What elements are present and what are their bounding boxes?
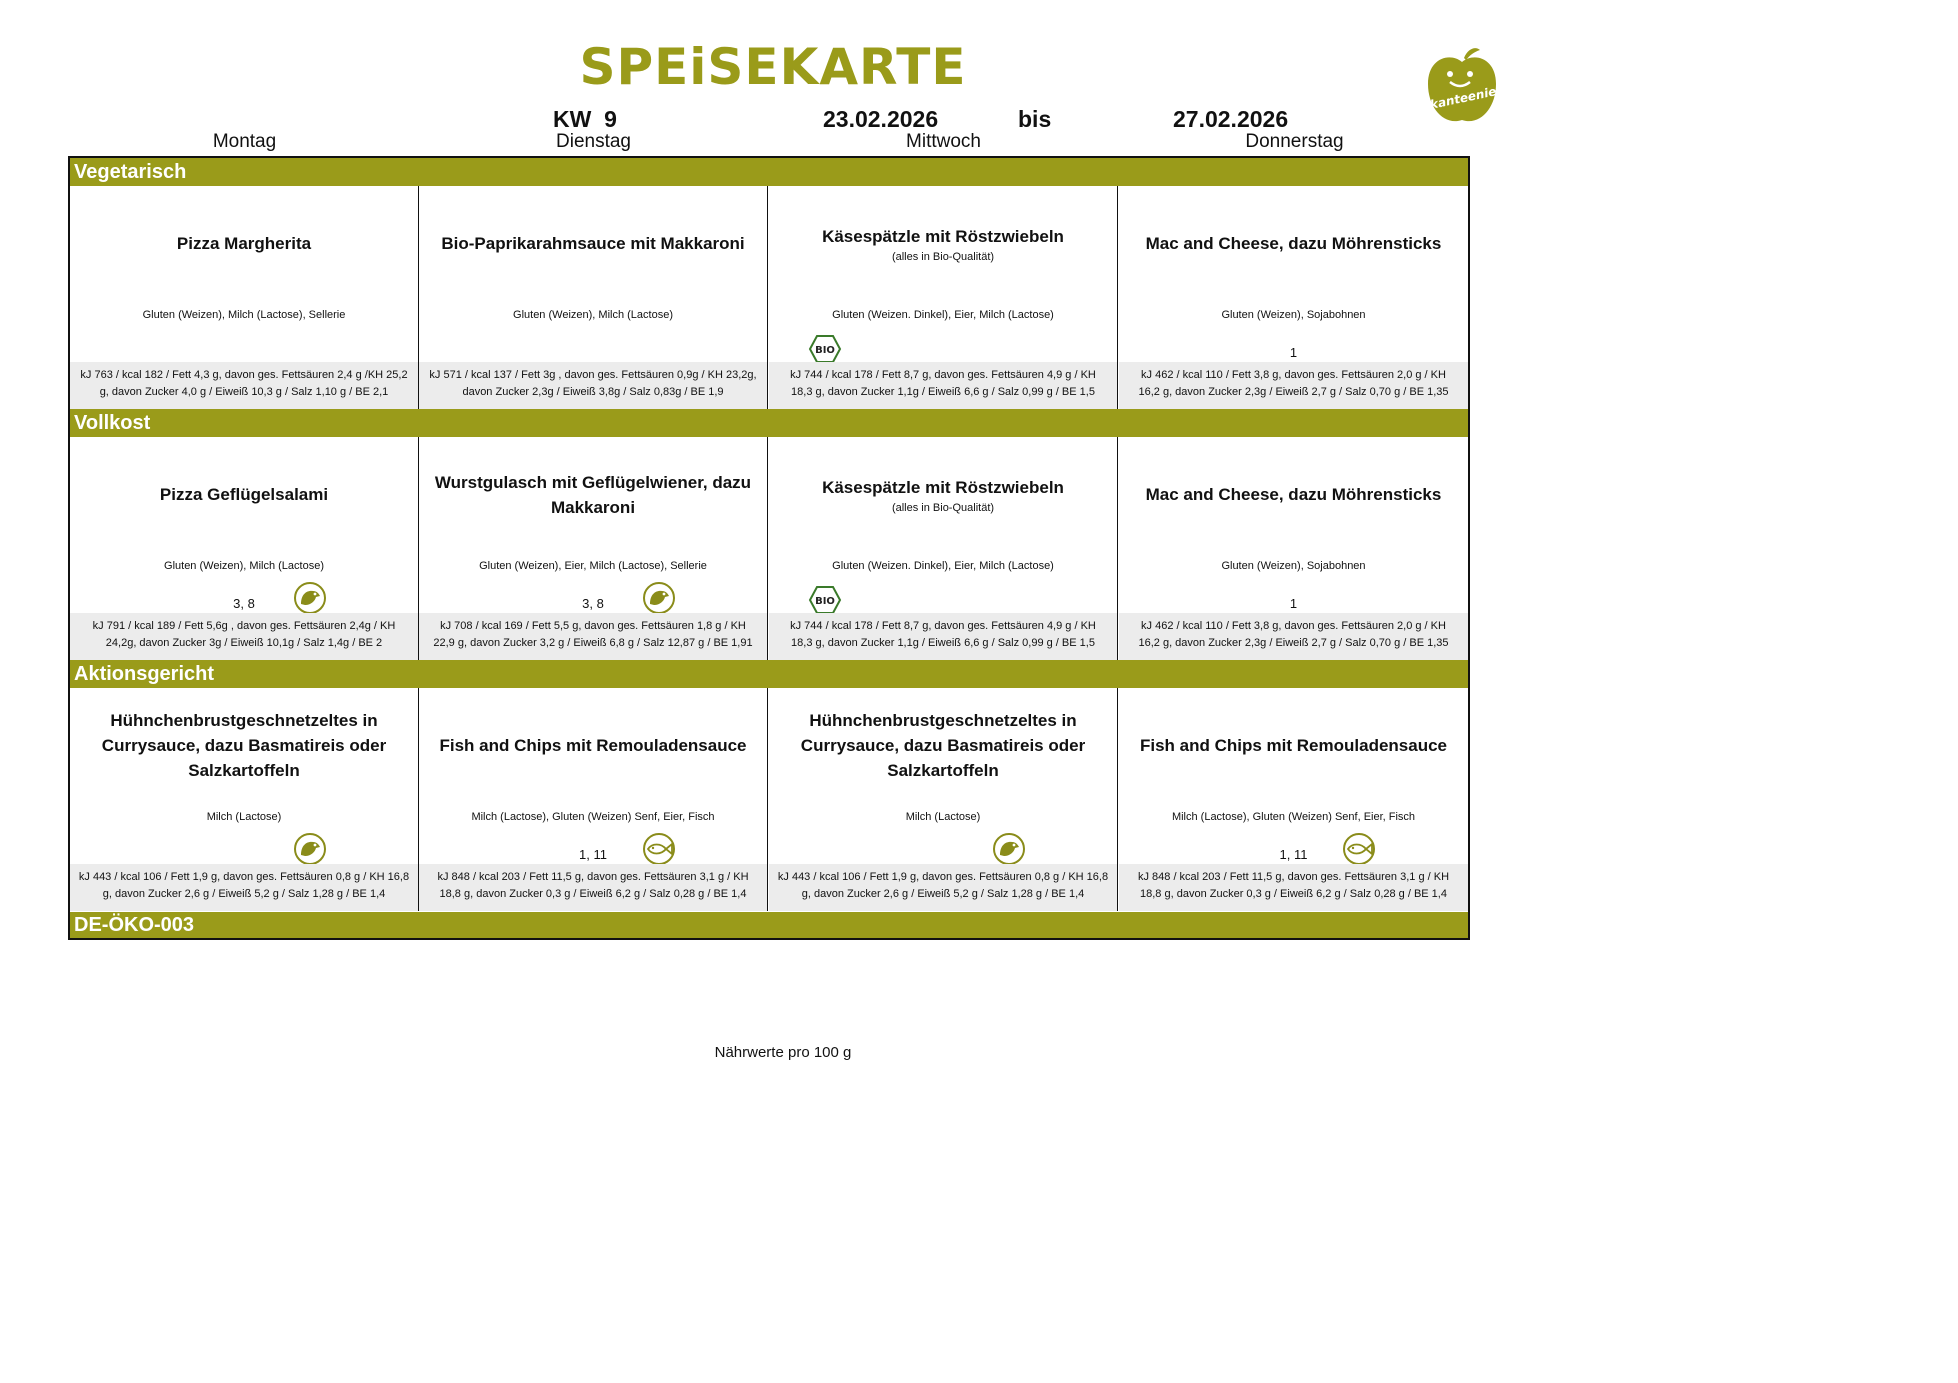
menu-cell-aktion-monday <box>70 688 419 911</box>
dish <box>427 186 759 301</box>
menu-cell-veg-thursday <box>1119 186 1468 409</box>
nutrition-info: kJ 708 / kcal 169 / Fett 5,5 g, davon ges. Fettsäuren 1,8 g / KH 22,9 g, davon Zucker 3,2 g / Eiweiß 6,8 g / Salz 12,87 g / BE 1,91 <box>419 613 767 660</box>
date-to-label: bis <box>1018 106 1052 132</box>
dish-name: Bio-Paprikarahmsauce mit Makkaroni <box>441 234 745 253</box>
nutrition-info: kJ 571 / kcal 137 / Fett 3g , davon ges. Fettsäuren 0,9g / KH 23,2g, davon Zucker 2,3g / Eiweiß 3,8g / Salz 0,83g / BE 1,9 <box>419 362 767 409</box>
poultry-icon <box>641 582 677 614</box>
menu-cell-veg-wednesday <box>769 186 1118 409</box>
menu-cell-voll-wednesday <box>769 437 1118 660</box>
additive-codes: 3, 8 <box>582 596 604 611</box>
menu-cell-veg-tuesday <box>419 186 768 409</box>
menu-cell-aktion-thursday <box>1119 688 1468 911</box>
nutrition-info: kJ 848 / kcal 203 / Fett 11,5 g, davon ges. Fettsäuren 3,1 g / KH 18,8 g, davon Zucker 0,3 g / Eiweiß 6,2 g / Salz 0,28 g / BE 1,4 <box>419 864 767 911</box>
day-header-thursday: Donnerstag <box>1245 131 1344 152</box>
dish-name: Pizza Geflügelsalami <box>159 485 329 504</box>
week-label: KW 9 <box>553 106 617 132</box>
nutrition-info: kJ 744 / kcal 178 / Fett 8,7 g, davon ges. Fettsäuren 4,9 g / KH 18,3 g, davon Zucker 1,1g / Eiweiß 6,6 g / Salz 0,99 g / BE 1,5 <box>769 613 1117 660</box>
allergens: Milch (Lactose) <box>206 811 282 823</box>
certification-bar: DE-ÖKO-003 <box>70 912 1468 938</box>
dish <box>1127 688 1460 803</box>
dish <box>78 437 410 552</box>
dish-name: Käsespätzle mit Röstzwiebeln <box>822 227 1064 246</box>
allergens: Gluten (Weizen. Dinkel), Eier, Milch (Lactose) <box>832 560 1054 572</box>
category-vegetarisch: Vegetarisch <box>70 158 1468 186</box>
menu-cell-aktion-tuesday <box>419 688 768 911</box>
menu-cell-aktion-wednesday <box>769 688 1118 911</box>
additive-codes: 3, 8 <box>233 596 255 611</box>
poultry-icon <box>991 833 1027 865</box>
dish <box>777 186 1109 301</box>
page-title: SPEiSEKARTE <box>579 38 967 96</box>
nutrition-info: kJ 462 / kcal 110 / Fett 3,8 g, davon ges. Fettsäuren 2,0 g / KH 16,2 g, davon Zucker 2,3g / Eiweiß 2,7 g / Salz 0,70 g / BE 1,35 <box>1119 362 1468 409</box>
allergens: Gluten (Weizen), Milch (Lactose) <box>164 560 324 572</box>
allergens: Gluten (Weizen), Milch (Lactose), Sellerie <box>142 309 346 321</box>
nutrition-info: kJ 848 / kcal 203 / Fett 11,5 g, davon ges. Fettsäuren 3,1 g / KH 18,8 g, davon Zucker 0,3 g / Eiweiß 6,2 g / Salz 0,28 g / BE 1,4 <box>1119 864 1468 911</box>
additive-codes: 1, 11 <box>579 847 607 862</box>
menu-cell-voll-monday <box>70 437 419 660</box>
poultry-icon <box>292 833 328 865</box>
additive-codes: 1 <box>1289 345 1298 360</box>
fish-icon <box>1341 833 1377 865</box>
dish-name: Hühnchenbrustgeschnetzeltes in Currysauce, dazu Basmatireis oder Salzkartoffeln <box>101 711 387 780</box>
dish-name: Hühnchenbrustgeschnetzeltes in Currysauce, dazu Basmatireis oder Salzkartoffeln <box>800 711 1086 780</box>
dish <box>777 437 1109 552</box>
dish-name: Pizza Margherita <box>176 234 312 253</box>
dish-name: Mac and Cheese, dazu Möhrensticks <box>1145 485 1442 504</box>
menu-cell-veg-monday <box>70 186 419 409</box>
nutrition-footnote: Nährwerte pro 100 g <box>714 1044 852 1061</box>
kanteenie-logo <box>1424 44 1500 128</box>
dish-note: (alles in Bio-Qualität) <box>891 251 995 263</box>
additive-codes: 1, 11 <box>1279 847 1308 862</box>
date-to: 27.02.2026 <box>1173 106 1289 132</box>
nutrition-info: kJ 791 / kcal 189 / Fett 5,6g , davon ges. Fettsäuren 2,4g / KH 24,2g, davon Zucker 3g / Eiweiß 10,1g / Salz 1,4g / BE 2 <box>70 613 418 660</box>
date-from: 23.02.2026 <box>823 106 939 132</box>
fish-icon <box>641 833 677 865</box>
menu-cell-voll-thursday <box>1119 437 1468 660</box>
logo-text: kanteenie <box>1428 84 1498 112</box>
nutrition-info: kJ 763 / kcal 182 / Fett 4,3 g, davon ges. Fettsäuren 2,4 g /KH 25,2 g, davon Zucker 4,0 g / Eiweiß 10,3 g / Salz 1,10 g / BE 2,1 <box>70 362 418 409</box>
nutrition-info: kJ 462 / kcal 110 / Fett 3,8 g, davon ges. Fettsäuren 2,0 g / KH 16,2 g, davon Zucker 2,3g / Eiweiß 2,7 g / Salz 0,70 g / BE 1,35 <box>1119 613 1468 660</box>
allergens: Gluten (Weizen), Eier, Milch (Lactose), Sellerie <box>479 560 707 572</box>
svg-text:BIO: BIO <box>815 345 835 356</box>
dish <box>427 437 759 552</box>
dish <box>777 688 1109 803</box>
allergens: Milch (Lactose), Gluten (Weizen) Senf, Eier, Fisch <box>471 811 715 823</box>
dish-name: Fish and Chips mit Remouladensauce <box>1139 736 1447 755</box>
additive-codes: 1 <box>1289 596 1298 611</box>
dish-name: Wurstgulasch mit Geflügelwiener, dazu Makkaroni <box>434 472 752 517</box>
allergens: Gluten (Weizen), Sojabohnen <box>1221 560 1366 572</box>
allergens: Gluten (Weizen), Sojabohnen <box>1221 309 1366 321</box>
allergens: Milch (Lactose) <box>905 811 981 823</box>
day-header-wednesday: Mittwoch <box>906 131 981 152</box>
day-header-tuesday: Dienstag <box>556 131 631 152</box>
category-vollkost: Vollkost <box>70 409 1468 437</box>
menu-cell-voll-tuesday <box>419 437 768 660</box>
nutrition-info: kJ 443 / kcal 106 / Fett 1,9 g, davon ges. Fettsäuren 0,8 g / KH 16,8 g, davon Zucker 2,6 g / Eiweiß 5,2 g / Salz 1,28 g / BE 1,4 <box>769 864 1117 911</box>
dish <box>1127 186 1460 301</box>
dish-name: Mac and Cheese, dazu Möhrensticks <box>1145 234 1442 253</box>
dish <box>1127 437 1460 552</box>
day-header-monday: Montag <box>212 131 277 152</box>
dish-name: Fish and Chips mit Remouladensauce <box>439 736 747 755</box>
bio-seal-icon <box>807 584 843 616</box>
dish-note: (alles in Bio-Qualität) <box>891 502 995 514</box>
dish <box>78 688 410 803</box>
nutrition-info: kJ 443 / kcal 106 / Fett 1,9 g, davon ges. Fettsäuren 0,8 g / KH 16,8 g, davon Zucker 2,6 g / Eiweiß 5,2 g / Salz 1,28 g / BE 1,4 <box>70 864 418 911</box>
allergens: Milch (Lactose), Gluten (Weizen) Senf, Eier, Fisch <box>1171 811 1416 823</box>
poultry-icon <box>292 582 328 614</box>
dish <box>427 688 759 803</box>
dish <box>78 186 410 301</box>
menu-table <box>68 156 1470 940</box>
dish-name: Käsespätzle mit Röstzwiebeln <box>822 478 1064 497</box>
allergens: Gluten (Weizen), Milch (Lactose) <box>513 309 673 321</box>
svg-text:BIO: BIO <box>815 596 835 607</box>
bio-seal-icon <box>807 333 843 365</box>
allergens: Gluten (Weizen. Dinkel), Eier, Milch (Lactose) <box>832 309 1054 321</box>
category-aktionsgericht: Aktionsgericht <box>70 660 1468 688</box>
nutrition-info: kJ 744 / kcal 178 / Fett 8,7 g, davon ges. Fettsäuren 4,9 g / KH 18,3 g, davon Zucker 1,1g / Eiweiß 6,6 g / Salz 0,99 g / BE 1,5 <box>769 362 1117 409</box>
